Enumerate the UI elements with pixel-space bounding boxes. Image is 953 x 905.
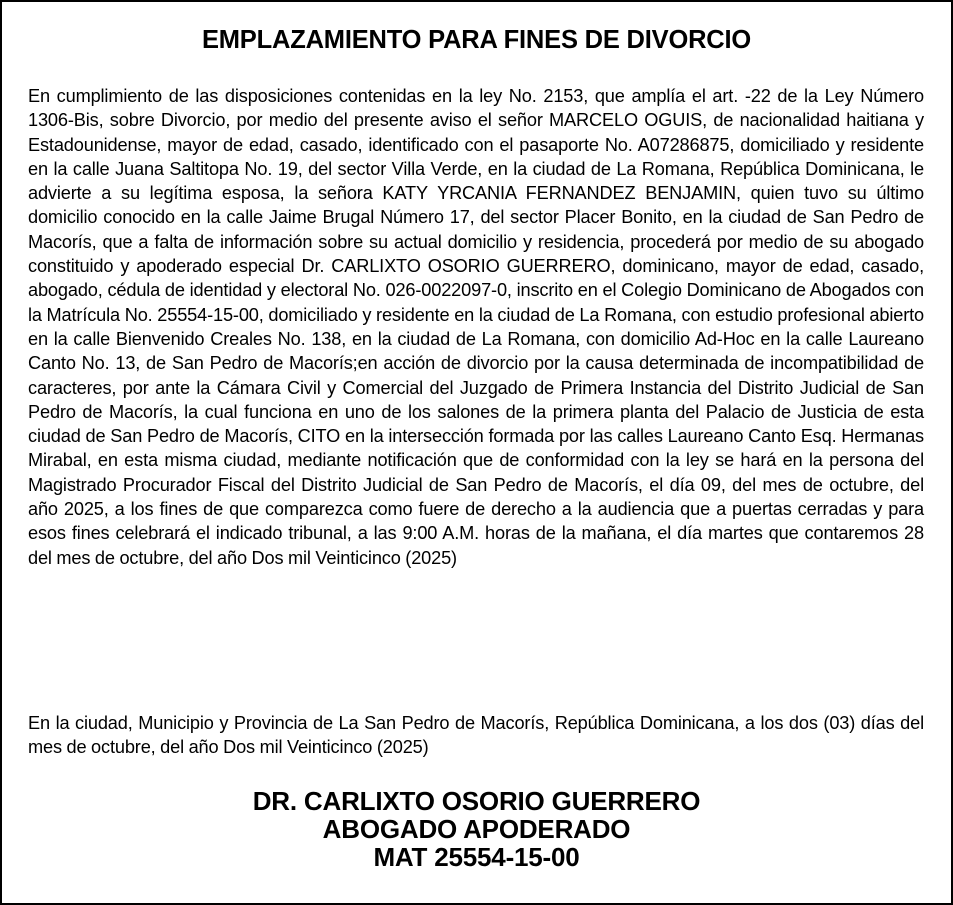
notice-body-paragraph: En cumplimiento de las disposiciones contenidas en la ley No. 2153, que amplía el art. -22 de la Ley Número 1306-Bis, sobre Divorcio, por medio del presente aviso el señor MARCELO OGUIS, de nacionalidad haitiana y Estadounidense, mayor de edad, casado, identificado con el pasaporte No. A07286875, domiciliado y residente en la calle Juana Saltitopa No. 19, del sector Villa Verde, en la ciudad de La Romana, República Dominicana, le advierte a su legítima esposa, la señora KATY YRCANIA FERNANDEZ BENJAMIN, quien tuvo su último domicilio conocido en la calle Jaime Brugal Número 17, del sector Placer Bonito, en la ciudad de San Pedro de Macorís, que a falta de información sobre su actual domicilio y residencia, procederá por medio de su abogado constituido y apoderado especial Dr. CARLIXTO OSORIO GUERRERO, dominicano, mayor de edad, casado, abogado, cédula de identidad y electoral No. 026-0022097-0, inscrito en el Colegio Dominicano de Abogados con la Matrícula No. 25554-15-00, domiciliado y residente en la ciudad de La Romana, con estudio profesional abierto en la calle Bienvenido Creales No. 138, en la ciudad de La Romana, con domicilio Ad-Hoc en la calle Laureano Canto No. 13, de San Pedro de Macorís;en acción de divorcio por la causa determinada de incompatibilidad de caracteres, por ante la Cámara Civil y Comercial del Juzgado de Primera Instancia del Distrito Judicial de San Pedro de Macorís, la cual funciona en uno de los salones de la primera planta del Palacio de Justicia de esta ciudad de San Pedro de Macorís, CITO en la intersección formada por las calles Laureano Canto Esq. Hermanas Mirabal, en esta misma ciudad, mediante notificación que de conformidad con la ley se hará en la persona del Magistrado Procurador Fiscal del Distrito Judicial de San Pedro de Macorís, el día 09, del mes de octubre, del año 2025, a los fines de que comparezca como fuere de derecho a la audiencia que a puertas cerradas y para esos fines celebrará el indicado tribunal, a las 9:00 A.M. horas de la mañana, el día martes que contaremos 28 del mes de octubre, del año Dos mil Veinticinco (2025) [28, 86, 924, 568]
signature-block [2, 787, 951, 871]
notice-date-paragraph: En la ciudad, Municipio y Provincia de La San Pedro de Macorís, República Dominicana, a los dos (03) días del mes de octubre, del año Dos mil Veinticinco (2025) [28, 713, 924, 758]
signature-registration: MAT 25554-15-00 [373, 842, 580, 872]
notice-title: EMPLAZAMIENTO PARA FINES DE DIVORCIO [201, 26, 752, 54]
signature-role: ABOGADO APODERADO [322, 814, 631, 844]
signature-name: DR. CARLIXTO OSORIO GUERRERO [252, 786, 701, 816]
